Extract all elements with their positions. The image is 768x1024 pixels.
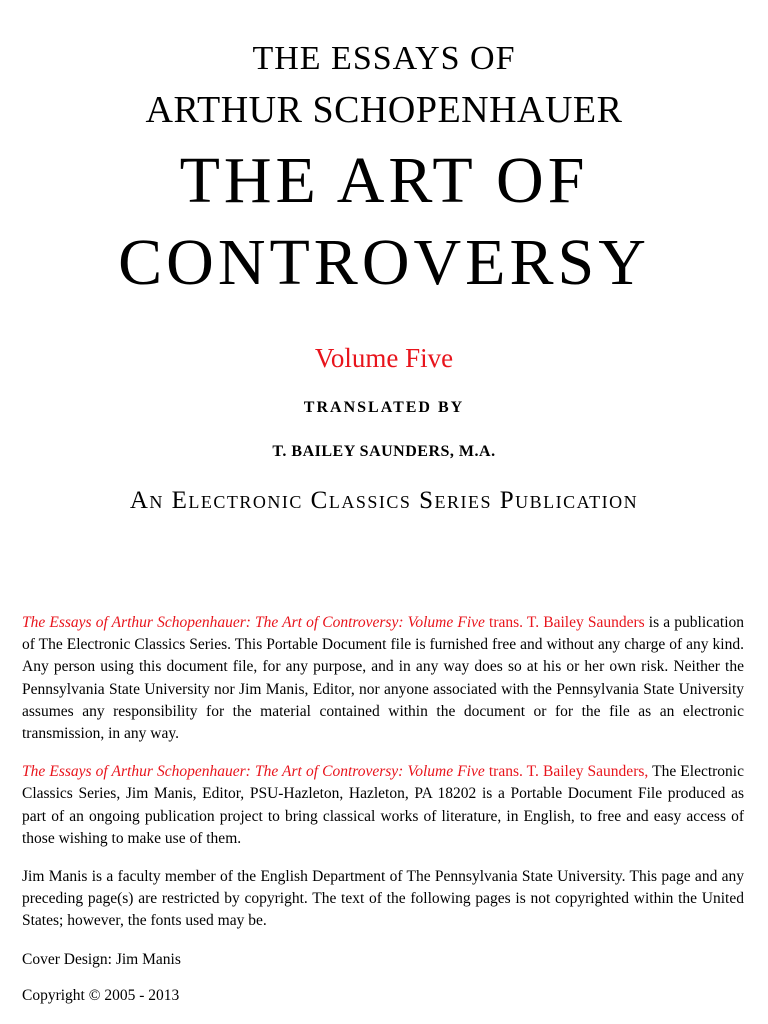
legal-paragraph-2-translator: trans. T. Bailey Saunders, (484, 763, 649, 781)
legal-paragraph-2-title: The Essays of Arthur Schopenhauer: The Art of Controversy: Volume Five (22, 763, 485, 781)
publication-line: An Electronic Classics Series Publication (129, 487, 639, 514)
legal-paragraph-1-translator: trans. T. Bailey Saunders (484, 614, 645, 631)
legal-paragraph-3: Jim Manis is a faculty member of the English Department of The Pennsylvania State University. This page and any preceding page(s) are restricted by copyright. The text of the following pages is not copyrighted within the United States; however, the fonts used may be. (22, 868, 744, 930)
legal-paragraph-2 (22, 761, 744, 850)
legal-paragraph-2-body: The Electronic Classics Series, Jim Manis, Editor, PSU-Hazleton, Hazleton, PA 18202 is a Portable Document File produced as part of an ongoing publication project to bring classical works of literature, in English, to free and easy access of those wishing to make use of them. (22, 763, 744, 847)
legal-paragraph-1-body: is a publication of The Electronic Classics Series. This Portable Document file is furnished free and without any charge of any kind. Any person using this document file, for any purpose, and in any way does so at his or her own risk. Neither the Pennsylvania State University nor Jim Manis, Editor, nor anyone associated with the Pennsylvania State University assumes any responsibility for the material contained within the document or for the file as an electronic transmission, in any way. (22, 614, 745, 743)
translated-by-label: TRANSLATED BY (303, 399, 465, 416)
volume-label: Volume Five (314, 343, 454, 373)
copyright-line: Copyright © 2005 - 2013 (22, 986, 180, 1004)
book-title-line-1: THE ART OF (179, 144, 589, 217)
cover-design-credit: Cover Design: Jim Manis (22, 950, 181, 968)
book-title-line-2: CONTROVERSY (118, 226, 650, 299)
legal-paragraph-1-title: The Essays of Arthur Schopenhauer: The Art of Controversy: Volume Five (22, 614, 485, 631)
legal-notice (22, 612, 744, 1023)
book-title (0, 140, 768, 304)
translator-name: T. BAILEY SAUNDERS, M.A. (272, 443, 496, 460)
author-name: ARTHUR SCHOPENHAUER (145, 89, 623, 131)
legal-paragraph-1 (22, 612, 744, 745)
series-title: THE ESSAYS OF (252, 40, 516, 77)
